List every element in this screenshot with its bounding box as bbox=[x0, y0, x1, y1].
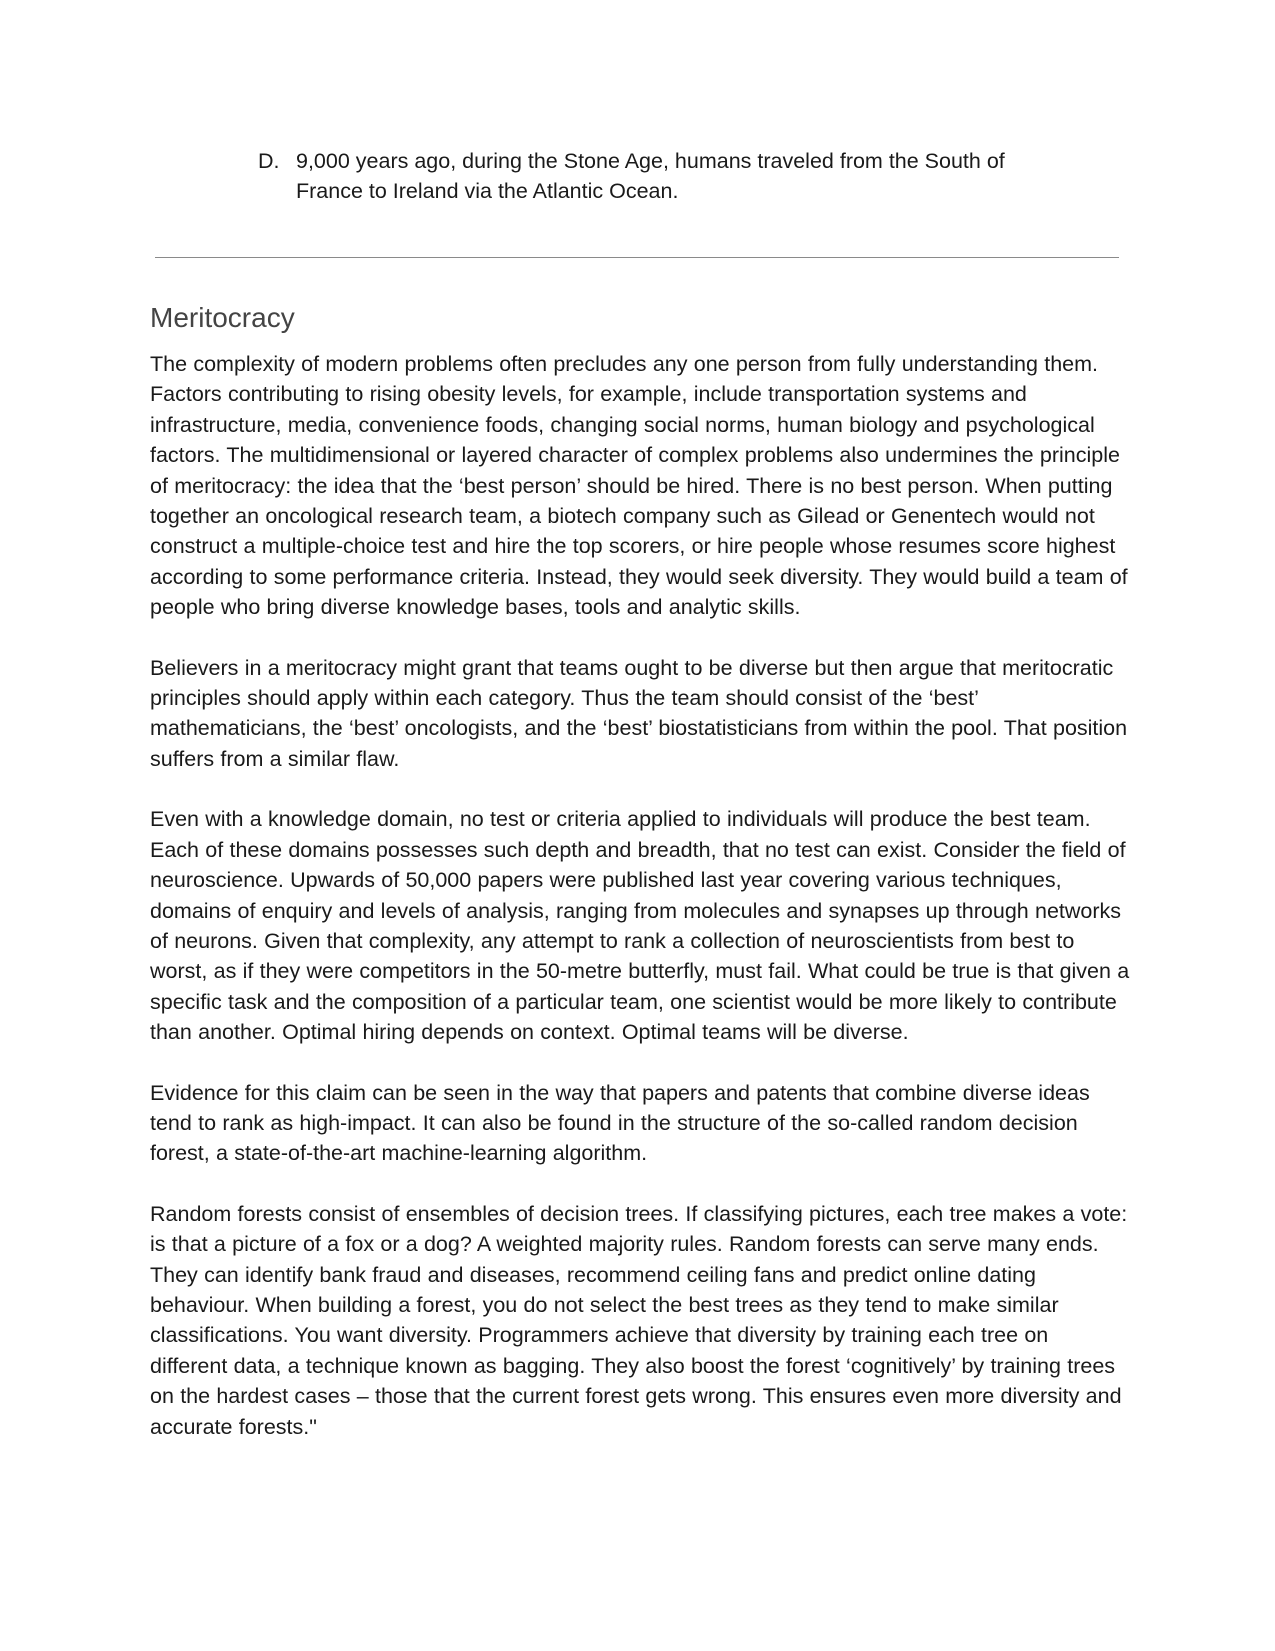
paragraph: Even with a knowledge domain, no test or criteria applied to individuals will produce the best team. Each of these domains possesses such depth and breadth, that no test can exist. Consider the field of neuroscience. Upwards of 50,000 papers were published last year covering various techniques, domains of enquiry and levels of analysis, ranging from molecules and synapses up through networks of neurons. Given that complexity, any attempt to rank a collection of neuroscientists from best to worst, as if they were competitors in the 50-metre butterfly, must fail. What could be true is that given a specific task and the composition of a particular team, one scientist would be more likely to contribute than another. Optimal hiring depends on context. Optimal teams will be diverse. bbox=[150, 807, 1130, 1045]
list-marker: D. bbox=[258, 149, 280, 173]
paragraph: Random forests consist of ensembles of decision trees. If classifying pictures, each tree makes a vote: is that a picture of a fox or a dog? A weighted majority rules. Random forests can serve many ends. They can identify bank fraud and diseases, recommend ceiling fans and predict online dating behaviour. When building a forest, you do not select the best trees as they tend to make similar classifications. You want diversity. Programmers achieve that diversity by training each tree on different data, a technique known as bagging. They also boost the forest ‘cognitively’ by training trees on the hardest cases – those that the current forest gets wrong. This ensures even more diversity and accurate forests." bbox=[150, 1201, 1128, 1439]
section-body bbox=[150, 349, 1130, 1472]
paragraph: Believers in a meritocracy might grant that teams ought to be diverse but then argue that meritocratic principles should apply within each category. Thus the team should consist of the ‘best’ mathematicians, the ‘best’ oncologists, and the ‘best’ biostatisticians from within the pool. That position suffers from a similar flaw. bbox=[150, 655, 1128, 771]
horizontal-divider bbox=[155, 257, 1119, 258]
section-title: Meritocracy bbox=[150, 302, 295, 333]
paragraph: The complexity of modern problems often precludes any one person from fully understanding them. Factors contributing to rising obesity levels, for example, include transportation systems and infrastructure, media, convenience foods, changing social norms, human biology and psychological factors. The multidimensional or layered character of complex problems also undermines the principle of meritocracy: the idea that the ‘best person’ should be hired. There is no best person. When putting together an oncological research team, a biotech company such as Gilead or Genentech would not construct a multiple-choice test and hire the top scorers, or hire people whose resumes score highest according to some performance criteria. Instead, they would seek diversity. They would build a team of people who bring diverse knowledge bases, tools and analytic skills. bbox=[150, 352, 1128, 620]
list-item-d bbox=[258, 146, 1058, 206]
paragraph: Evidence for this claim can be seen in the way that papers and patents that combine diverse ideas tend to rank as high-impact. It can also be found in the structure of the so-called random decision forest, a state-of-the-art machine-learning algorithm. bbox=[150, 1080, 1090, 1166]
list-item-text: 9,000 years ago, during the Stone Age, humans traveled from the South of France to Ireland via the Atlantic Ocean. bbox=[296, 149, 1005, 203]
